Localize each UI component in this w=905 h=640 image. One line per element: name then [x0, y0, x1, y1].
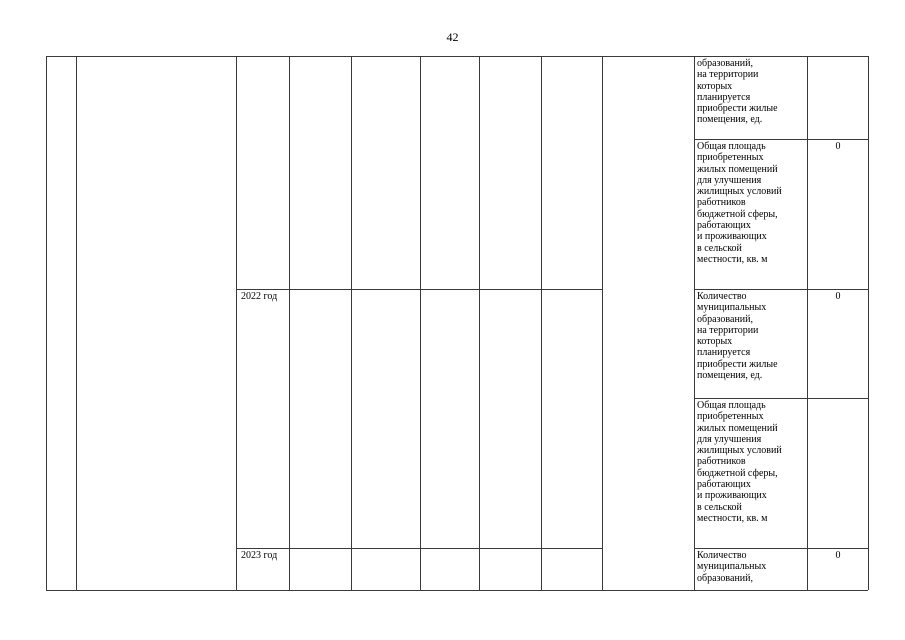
column-divider	[351, 56, 352, 590]
column-divider	[289, 56, 290, 590]
column-divider	[602, 56, 603, 590]
row-divider	[694, 398, 868, 399]
column-divider	[420, 56, 421, 590]
table-top-border	[46, 56, 868, 57]
column-divider	[541, 56, 542, 590]
indicator-value: 0	[835, 141, 841, 152]
column-divider	[236, 56, 237, 590]
indicator-text: Общая площадь приобретенных жилых помещений для улучшения жилищных условий работников бюджетной сферы, работающих и проживающих в сельской местности, кв. м	[697, 141, 782, 265]
column-divider	[694, 56, 695, 590]
page-number: 42	[446, 30, 459, 44]
column-divider	[479, 56, 480, 590]
indicator-text: образований, на территории которых планируется приобрести жилые помещения, ед.	[697, 58, 778, 126]
indicator-value: 0	[835, 291, 841, 302]
row-divider	[694, 548, 868, 549]
row-divider	[236, 289, 602, 290]
year-label: 2022 год	[241, 291, 278, 302]
table-bottom-border	[46, 590, 868, 591]
year-label: 2023 год	[241, 550, 278, 561]
indicator-text: Количество муниципальных образований, на территории которых планируется приобрести жилые помещения, ед.	[697, 291, 778, 382]
row-divider	[694, 289, 868, 290]
indicator-text: Количество муниципальных образований,	[697, 550, 767, 584]
column-divider	[46, 56, 47, 590]
column-divider	[868, 56, 869, 590]
column-divider	[76, 56, 77, 590]
row-divider	[694, 139, 868, 140]
indicator-text: Общая площадь приобретенных жилых помещений для улучшения жилищных условий работников бюджетной сферы, работающих и проживающих в сельской местности, кв. м	[697, 400, 782, 524]
indicator-value: 0	[835, 550, 841, 561]
row-divider	[236, 548, 602, 549]
column-divider	[807, 56, 808, 590]
